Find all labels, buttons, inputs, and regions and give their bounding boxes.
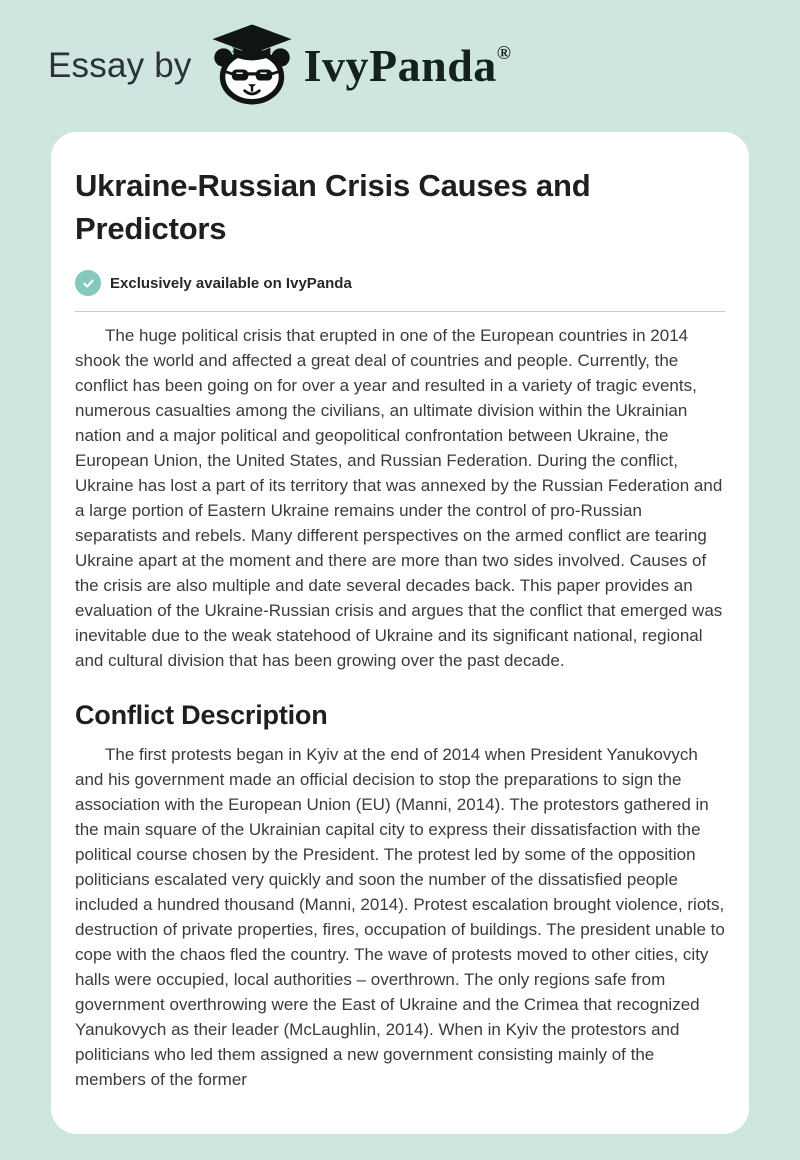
intro-paragraph: The huge political crisis that erupted in one of the European countries in 2014 shook the world and affected a great deal of countries and people. Currently, the conflict has been going on for over a year and resulted in a variety of tragic events, numerous casualties among the civilians, an ultimate division within the Ukrainian nation and a major political and geopolitical confrontation between Ukraine, the European Union, the United States, and Russian Federation. During the conflict, Ukraine has lost a part of its territory that was annexed by the Russian Federation and a large portion of Eastern Ukraine remains under the control of pro-Russian separatists and rebels. Many different perspectives on the armed conflict are tearing Ukraine apart at the moment and there are more than two sides involved. Causes of the crisis are also multiple and date several decades back. This paper provides an evaluation of the Ukraine-Russian crisis and argues that the conflict that emerged was inevitable due to the weak statehood of Ukraine and its significant national, regional and cultural division that has been growing over the past decade. (75, 326, 723, 670)
conflict-paragraph: The first protests began in Kyiv at the end of 2014 when President Yanukovych and his government made an official decision to stop the preparations to sign the association with the European Union (EU) (Manni, 2014). The protestors gathered in the main square of the Ukrainian capital city to express their dissatisfaction with the political course chosen by the President. The protest led by some of the opposition politicians escalated very quickly and soon the number of the dissatisfied people included a hundred thousand (Manni, 2014). Protest escalation brought violence, riots, destruction of private properties, fires, occupation of buildings. The president unable to cope with the chaos fled the country. The wave of protests moved to other cities, city halls were occupied, local authorities – overthrown. The only regions safe from government overthrowing were the East of Ukraine and the Crimea that recognized Yanukovych as their leader (McLaughlin, 2014). When in Kyiv the protestors and politicians who led them assigned a new government consisting mainly of the members of the former (75, 745, 725, 1089)
essay-title: Ukraine-Russian Crisis Causes and Predictors (75, 168, 591, 246)
check-icon (75, 270, 101, 296)
brand-text: IvyPanda (303, 40, 497, 91)
essay-by-label: Essay by (48, 46, 192, 85)
divider (75, 311, 725, 312)
essay-card (51, 132, 749, 1134)
ivypanda-brand-link[interactable] (206, 27, 512, 105)
exclusive-badge-label: Exclusively available on IvyPanda (110, 274, 352, 292)
panda-graduate-icon (206, 27, 298, 105)
exclusive-badge (75, 270, 725, 296)
site-header (0, 0, 800, 132)
brand-wordmark (303, 40, 512, 91)
registered-mark: ® (496, 43, 512, 64)
section-heading: Conflict Description (75, 700, 328, 730)
